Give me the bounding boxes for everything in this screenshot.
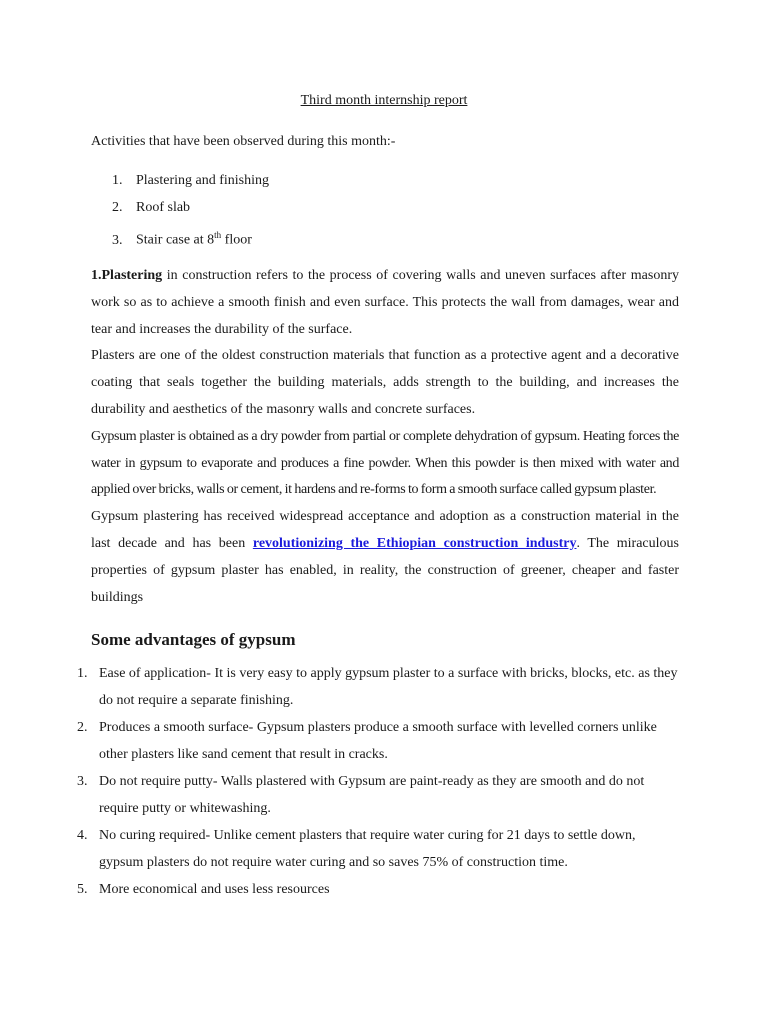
plastering-lead: 1.Plastering bbox=[91, 268, 163, 283]
advantage-text: Produces a smooth surface- Gypsum plasters produce a smooth surface with levelled corners unlike other plasters like sand cement that result in cracks. bbox=[99, 720, 657, 762]
body-text bbox=[91, 263, 679, 611]
activity-text: Stair case at 8 bbox=[136, 232, 215, 248]
activity-text: Plastering and finishing bbox=[136, 173, 269, 188]
ethiopian-construction-link[interactable]: revolutionizing the Ethiopian construction industry bbox=[252, 535, 577, 551]
activity-item bbox=[112, 198, 269, 225]
list-number: 5. bbox=[77, 882, 88, 897]
advantage-item bbox=[77, 768, 679, 822]
advantage-text: Ease of application- It is very easy to apply gypsum plaster to a surface with bricks, blocks, etc. as they do not require a separate finishing. bbox=[99, 666, 678, 708]
plasters-paragraph: Plasters are one of the oldest construction materials that function as a protective agent and a decorative coating that seals together the building materials, adds strength to the building, and increases the durability and aesthetics of the masonry walls and concrete surfaces. bbox=[91, 348, 679, 417]
plastering-paragraph bbox=[91, 263, 679, 343]
ordinal-superscript: th bbox=[214, 230, 222, 240]
plastering-text: in construction refers to the process of covering walls and uneven surfaces after masonry work so as to achieve a smooth finish and even surface. This protects the wall from damages, wear and tear and increases the durability of the surface. bbox=[91, 268, 679, 337]
adoption-text-end: . The miraculous properties of gypsum plaster has enabled, in reality, the construction of greener, cheaper and faster buildings bbox=[91, 535, 679, 605]
advantage-text: Do not require putty- Walls plastered with Gypsum are paint-ready as they are smooth and do not require putty or whitewashing. bbox=[99, 774, 645, 816]
list-number: 1. bbox=[77, 666, 88, 681]
report-title: Third month internship report bbox=[300, 93, 468, 108]
adoption-paragraph bbox=[91, 504, 679, 611]
adoption-text: Gypsum plastering has received widespread acceptance and adoption as a construction material in the last decade and has been bbox=[91, 509, 679, 551]
activity-item bbox=[112, 225, 269, 252]
activity-text: Roof slab bbox=[136, 200, 191, 215]
list-number: 3. bbox=[77, 774, 88, 789]
advantages-heading: Some advantages of gypsum bbox=[91, 630, 296, 649]
advantage-text: More economical and uses less resources bbox=[99, 882, 330, 897]
list-number: 1. bbox=[112, 173, 123, 188]
gypsum-paragraph: Gypsum plaster is obtained as a dry powder from partial or complete dehydration of gypsum. Heating forces the water in gypsum to evaporate and produces a fine powder. When this powder is then mixed with water and applied over bricks, walls or cement, it hardens and re-forms to form a smooth surface called gypsum plaster. bbox=[91, 428, 679, 498]
list-number: 3. bbox=[112, 232, 123, 248]
list-number: 2. bbox=[77, 720, 88, 735]
activities-list bbox=[112, 171, 269, 252]
activity-text-suffix: floor bbox=[221, 232, 252, 248]
advantage-item bbox=[77, 876, 679, 903]
advantage-item bbox=[77, 714, 679, 768]
advantage-item bbox=[77, 660, 679, 714]
list-number: 4. bbox=[77, 828, 88, 843]
advantage-text: No curing required- Unlike cement plasters that require water curing for 21 days to settle down, gypsum plasters do not require water curing and so saves 75% of construction time. bbox=[99, 828, 636, 870]
activity-item bbox=[112, 171, 269, 198]
intro-text: Activities that have been observed during this month:- bbox=[91, 134, 396, 149]
list-number: 2. bbox=[112, 200, 123, 215]
advantages-list bbox=[77, 660, 679, 903]
advantage-item bbox=[77, 822, 679, 876]
